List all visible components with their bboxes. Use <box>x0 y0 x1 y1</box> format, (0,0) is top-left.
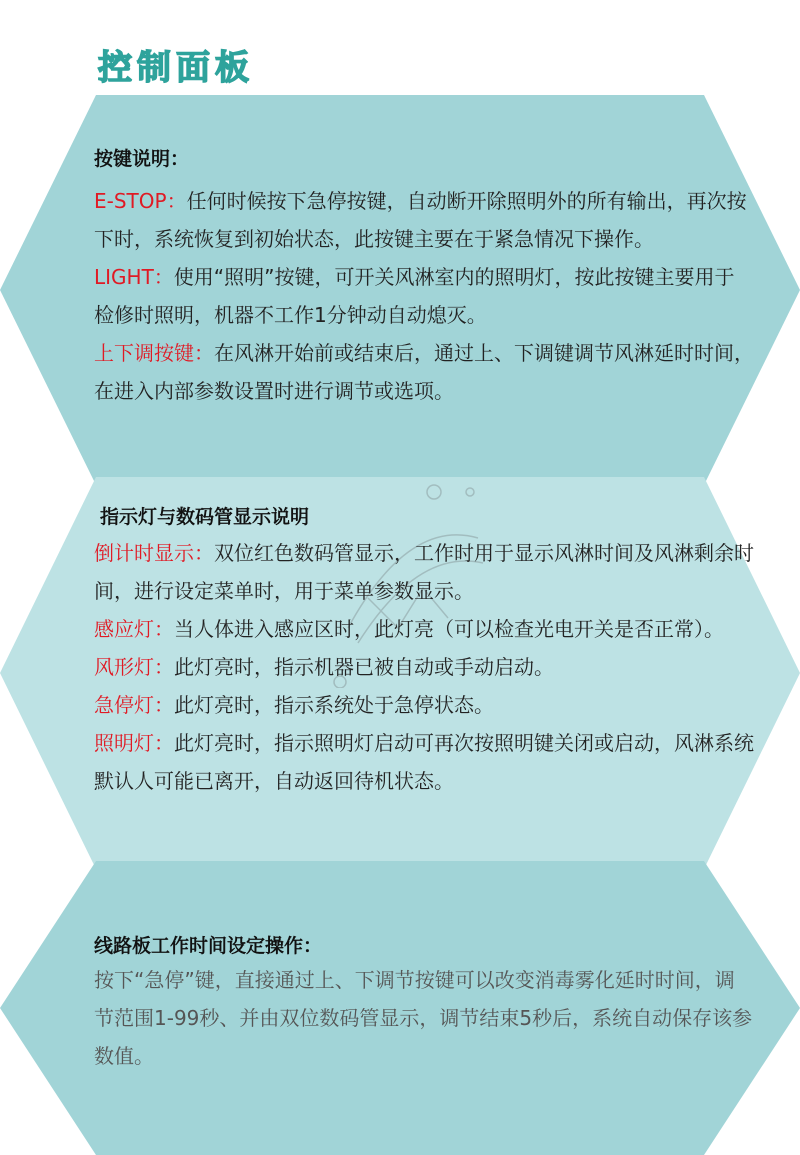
item-lighting-light <box>94 724 754 800</box>
item-key: E-STOP： <box>94 189 187 213</box>
section-heading: 按键说明： <box>94 148 190 170</box>
item-estop-light <box>94 686 754 724</box>
item-text: 任何时候按下急停按键，自动断开除照明外的所有输出，再次按下时，系统恢复到初始状态，此按键主要在于紧急情况下操作。 <box>94 189 747 251</box>
item-sensor-light <box>94 610 754 648</box>
item-text: 此灯亮时，指示机器已被自动或手动启动。 <box>174 655 554 679</box>
section-indicators <box>94 504 754 800</box>
item-text: 当人体进入感应区时，此灯亮（可以检查光电开关是否正常）。 <box>174 617 724 641</box>
item-text: 双位红色数码管显示，工作时用于显示风淋时间及风淋剩余时间，进行设定菜单时，用于菜单参数显示。 <box>94 541 754 603</box>
section-buttons <box>94 146 754 410</box>
item-key: 急停灯： <box>94 693 174 717</box>
item-estop <box>94 182 754 258</box>
circuit-text: 按下“急停”键，直接通过上、下调节按键可以改变消毒雾化延时时间，调节范围1-99秒、并由双位数码管显示，调节结束5秒后，系统自动保存该参数值。 <box>94 968 753 1068</box>
item-key: 上下调按键： <box>94 341 214 365</box>
item-key: 感应灯： <box>94 617 174 641</box>
section-heading: 指示灯与数码管显示说明 <box>100 506 310 528</box>
item-key: 照明灯： <box>94 731 174 755</box>
item-text: 此灯亮时，指示系统处于急停状态。 <box>174 693 494 717</box>
item-key: 倒计时显示： <box>94 541 214 565</box>
item-fan-light <box>94 648 754 686</box>
item-updown <box>94 334 754 410</box>
item-countdown <box>94 534 754 610</box>
item-light <box>94 258 754 334</box>
item-text: 此灯亮时，指示照明灯启动可再次按照明键关闭或启动，风淋系统默认人可能已离开，自动返回待机状态。 <box>94 731 754 793</box>
section-heading: 线路板工作时间设定操作： <box>94 935 323 957</box>
item-key: LIGHT： <box>94 265 174 289</box>
item-text: 在风淋开始前或结束后，通过上、下调键调节风淋延时时间，在进入内部参数设置时进行调节或选项。 <box>94 341 754 403</box>
page-title: 控制面板 <box>98 48 254 88</box>
section-circuit <box>94 933 754 1075</box>
item-text: 使用“照明”按键，可开关风淋室内的照明灯，按此按键主要用于检修时照明，机器不工作1分钟动自动熄灭。 <box>94 265 735 327</box>
item-key: 风形灯： <box>94 655 174 679</box>
